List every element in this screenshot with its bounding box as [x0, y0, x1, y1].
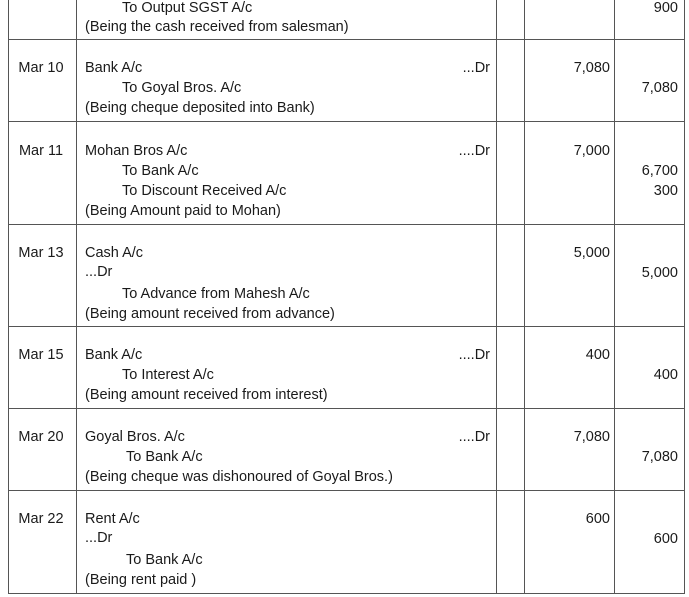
debit-amount: 7,080: [573, 429, 610, 445]
particulars-line: To Output SGST A/c: [122, 0, 253, 16]
row-separator: [8, 224, 685, 225]
credit-amount: 7,080: [641, 449, 678, 465]
credit-amount: 900: [653, 0, 678, 16]
column-rule: [614, 0, 615, 594]
row-separator: [8, 490, 685, 491]
column-rule: [524, 0, 525, 594]
debit-account: Mohan Bros A/c: [85, 143, 188, 159]
dr-label: ....Dr: [458, 347, 490, 363]
debit-account: Goyal Bros. A/c: [85, 429, 185, 445]
entry-date: Mar 13: [18, 245, 64, 261]
narration: (Being amount received from interest): [85, 387, 328, 403]
debit-amount: 400: [585, 347, 610, 363]
narration: (Being rent paid ): [85, 572, 197, 588]
narration: (Being cheque deposited into Bank): [85, 100, 315, 116]
column-rule: [76, 0, 77, 594]
debit-account: Bank A/c: [85, 347, 143, 363]
column-rule: [496, 0, 497, 594]
credit-account: To Discount Received A/c: [122, 183, 287, 199]
credit-account: To Bank A/c: [126, 449, 203, 465]
credit-amount: 6,700: [641, 163, 678, 179]
credit-account: To Interest A/c: [122, 367, 214, 383]
dr-label: ...Dr: [85, 264, 113, 280]
dr-label: ....Dr: [458, 429, 490, 445]
debit-amount: 600: [585, 511, 610, 527]
entry-date: Mar 22: [18, 511, 64, 527]
row-separator: [8, 326, 685, 327]
row-separator: [8, 39, 685, 40]
dr-label: ....Dr: [458, 143, 490, 159]
credit-account: To Advance from Mahesh A/c: [122, 286, 310, 302]
debit-account: Bank A/c: [85, 60, 143, 76]
credit-account: To Goyal Bros. A/c: [122, 80, 242, 96]
narration: (Being Amount paid to Mohan): [85, 203, 281, 219]
dr-label: ...Dr: [462, 60, 490, 76]
debit-account: Rent A/c: [85, 511, 140, 527]
debit-amount: 7,080: [573, 60, 610, 76]
credit-amount: 5,000: [641, 265, 678, 281]
credit-amount: 400: [653, 367, 678, 383]
credit-amount: 600: [653, 531, 678, 547]
row-separator: [8, 593, 685, 594]
credit-amount: 7,080: [641, 80, 678, 96]
credit-account: To Bank A/c: [126, 552, 203, 568]
row-separator: [8, 121, 685, 122]
narration: (Being cheque was dishonoured of Goyal Bros.): [85, 469, 393, 485]
column-rule: [8, 0, 9, 594]
debit-amount: 5,000: [573, 245, 610, 261]
column-rule: [684, 0, 685, 594]
debit-amount: 7,000: [573, 143, 610, 159]
row-separator: [8, 408, 685, 409]
entry-date: Mar 11: [18, 143, 64, 159]
entry-date: Mar 10: [18, 60, 64, 76]
dr-label: ...Dr: [85, 530, 113, 546]
credit-amount: 300: [653, 183, 678, 199]
debit-account: Cash A/c: [85, 245, 144, 261]
narration: (Being amount received from advance): [85, 306, 335, 322]
narration: (Being the cash received from salesman): [85, 19, 349, 35]
entry-date: Mar 20: [18, 429, 64, 445]
entry-date: Mar 15: [18, 347, 64, 363]
credit-account: To Bank A/c: [122, 163, 199, 179]
